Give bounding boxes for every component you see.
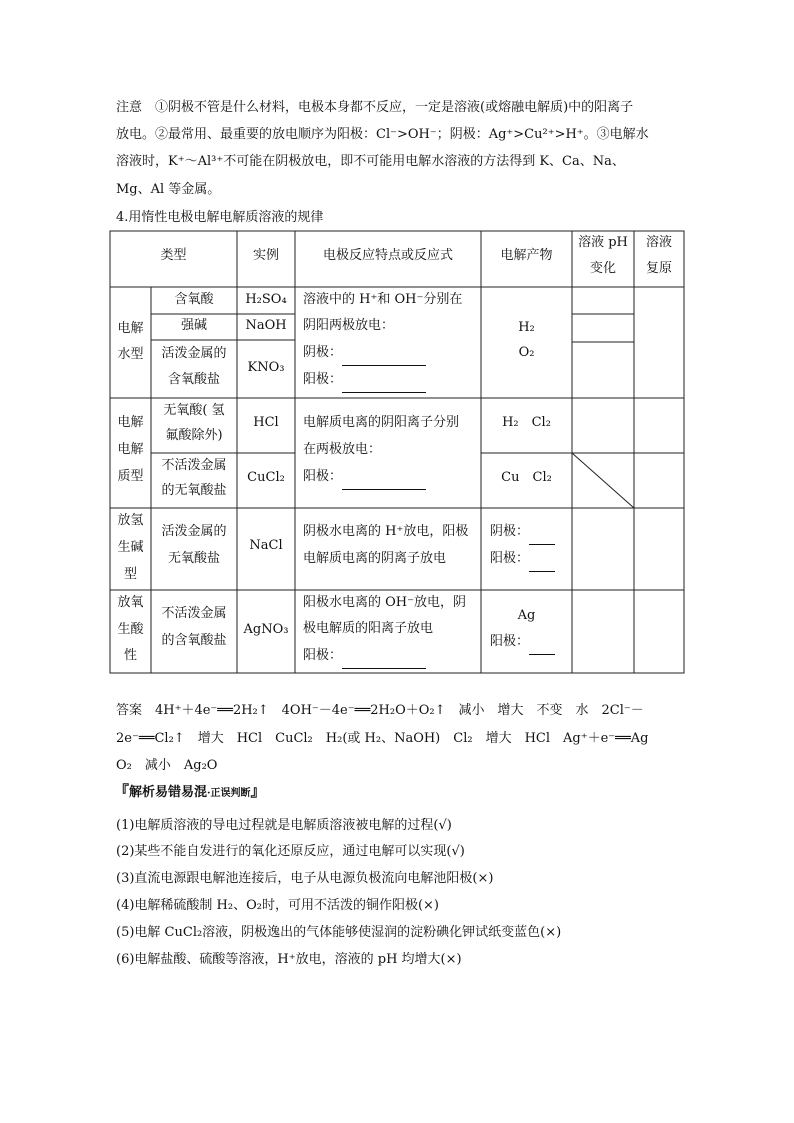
group1-sub2: 强碱: [180, 318, 207, 333]
group4-reaction-line2: 极电解质的阳离子放电: [303, 621, 434, 636]
note-line-4: Mg、Al 等金属。: [116, 182, 221, 197]
anode-blank[interactable]: [342, 654, 426, 669]
group4-sub-line1: 不活泼金属: [161, 606, 227, 621]
group1-sub1: 含氧酸: [174, 292, 214, 307]
answer-line-2: 2e⁻══Cl₂↑ 增大 HCl CuCl₂ H₂(或 H₂、NaOH) Cl₂ 增大 HCl Ag⁺＋e⁻══Ag: [116, 731, 649, 746]
group2-ex1: HCl: [253, 415, 279, 430]
judge-item: (3)直流电源跟电解池连接后，电子从电源负极流向电解池阳极(×): [116, 871, 494, 886]
anode-blank[interactable]: [342, 378, 426, 393]
group2-product2: Cu Cl₂: [501, 470, 552, 485]
header-restore-line1: 溶液: [645, 235, 672, 250]
group1-reaction-cathode: [303, 340, 481, 366]
answer-line-3: O₂ 减小 Ag₂O: [116, 758, 218, 773]
group2-reaction-anode: [303, 464, 481, 490]
group3-reaction-line1: 阴极水电离的 H⁺放电，阳极: [303, 524, 469, 539]
note-line-1: 注意 ①阴极不管是什么材料，电极本身都不反应，一定是溶液(或熔融电解质)中的阳离子: [116, 100, 634, 115]
header-restore-line2: 复原: [645, 261, 672, 276]
anode-label: 阳极：: [303, 469, 343, 484]
group1-ex3: KNO₃: [247, 360, 285, 375]
group1-sub3-line2: 含氧酸盐: [167, 372, 220, 387]
group1-product-line2: O₂: [518, 345, 535, 360]
group1-ex2: NaOH: [245, 318, 287, 333]
group3-sub-line2: 无氧酸盐: [167, 551, 220, 566]
group1-reaction-anode: [303, 367, 481, 393]
anode-label: 阳极：: [490, 634, 530, 649]
group1-ex1: H₂SO₄: [245, 292, 287, 307]
group3-reaction-line2: 电解质电离的阴离子放电: [303, 551, 447, 566]
header-ph-line1: 溶液 pH: [578, 235, 628, 250]
group4-ex: AgNO₃: [243, 622, 289, 637]
header-product: 电解产物: [500, 248, 553, 263]
note-line-3: 溶液时，K⁺～Al³⁺不可能在阴极放电，即不可能用电解水溶液的方法得到 K、Ca、Na、: [116, 154, 625, 169]
group1-product-line1: H₂: [518, 320, 535, 335]
group1-sub3-line1: 活泼金属的: [161, 346, 227, 361]
group4-product-anode: [490, 629, 570, 655]
group4-name-line3: 性: [123, 648, 137, 663]
section-title: 4.用惰性电极电解电解质溶液的规律: [116, 210, 324, 225]
group4-product-line1: Ag: [517, 608, 536, 623]
group2-product1: H₂ Cl₂: [502, 415, 551, 430]
anode-blank[interactable]: [529, 640, 555, 655]
group4-name-line2: 生酸: [117, 622, 144, 637]
header-reaction: 电极反应特点或反应式: [322, 248, 453, 263]
judge-item: (1)电解质溶液的导电过程就是电解质溶液被电解的过程(√): [116, 818, 452, 833]
answer-line-1: 答案 4H⁺＋4e⁻══2H₂↑ 4OH⁻－4e⁻══2H₂O＋O₂↑ 减小 增大 不变 水 2Cl⁻－: [116, 703, 644, 718]
group3-ex: NaCl: [249, 538, 283, 553]
group4-reaction-line1: 阳极水电离的 OH⁻放电，阴: [303, 595, 466, 610]
group2-sub1-line2: 氟酸除外): [165, 428, 223, 443]
group3-name-line3: 型: [123, 567, 137, 582]
cathode-label: 阴极：: [490, 524, 530, 539]
header-ph-line2: 变化: [589, 261, 616, 276]
cathode-label: 阴极：: [303, 345, 343, 360]
anode-blank[interactable]: [342, 475, 426, 490]
judge-header: [114, 780, 266, 801]
cathode-blank[interactable]: [342, 351, 426, 366]
group2-reaction-line1: 电解质电离的阴阳离子分别: [303, 415, 460, 430]
group3-sub-line1: 活泼金属的: [161, 524, 227, 539]
group1-name-line2: 水型: [117, 347, 144, 362]
group3-product-anode: [490, 546, 570, 572]
group1-reaction-line1: 溶液中的 H⁺和 OH⁻分别在: [303, 292, 463, 307]
group2-name-line3: 质型: [117, 469, 144, 484]
note-line-2: 放电。②最常用、最重要的放电顺序为阳极：Cl⁻>OH⁻；阴极：Ag⁺>Cu²⁺>H⁺。③电解水: [116, 127, 649, 142]
group2-name-line2: 电解: [117, 442, 144, 457]
judge-header-sub: ·正误判断: [207, 788, 251, 799]
group2-reaction-line2: 在两极放电：: [303, 442, 382, 457]
group2-sub1-line1: 无氧酸( 氢: [163, 403, 225, 418]
group2-ex2: CuCl₂: [247, 470, 285, 485]
judge-item: (5)电解 CuCl₂溶液，阴极逸出的气体能够使湿润的淀粉碘化钾试纸变蓝色(×): [116, 925, 562, 940]
header-example: 实例: [252, 248, 279, 263]
bracket-left: 『: [114, 782, 130, 800]
anode-blank[interactable]: [529, 557, 555, 572]
cathode-blank[interactable]: [529, 530, 555, 545]
group4-name-line1: 放氧: [117, 595, 144, 610]
judge-item: (2)某些不能自发进行的氧化还原反应，通过电解可以实现(√): [116, 844, 465, 859]
group2-name-line1: 电解: [117, 415, 144, 430]
anode-label: 阳极：: [490, 551, 530, 566]
group1-reaction-line2: 阴阳两极放电：: [303, 318, 395, 333]
header-type: 类型: [160, 248, 187, 263]
bracket-right: 』: [250, 782, 266, 800]
group2-sub2-line1: 不活泼金属: [161, 458, 227, 473]
group3-name-line1: 放氢: [117, 513, 144, 528]
group2-sub2-line2: 的无氧酸盐: [161, 483, 227, 498]
group3-name-line2: 生碱: [117, 540, 144, 555]
group1-name-line1: 电解: [117, 321, 144, 336]
judge-item: (6)电解盐酸、硫酸等溶液，H⁺放电，溶液的 pH 均增大(×): [116, 952, 462, 967]
anode-label: 阳极：: [303, 372, 343, 387]
judge-header-main: 解析易错易混: [129, 785, 208, 800]
anode-label: 阳极：: [303, 648, 343, 663]
group4-reaction-anode: [303, 643, 481, 669]
judge-item: (4)电解稀硫酸制 H₂、O₂时，可用不活泼的铜作阳极(×): [116, 898, 440, 913]
group4-sub-line2: 的含氧酸盐: [161, 633, 227, 648]
group3-product-cathode: [490, 519, 570, 545]
